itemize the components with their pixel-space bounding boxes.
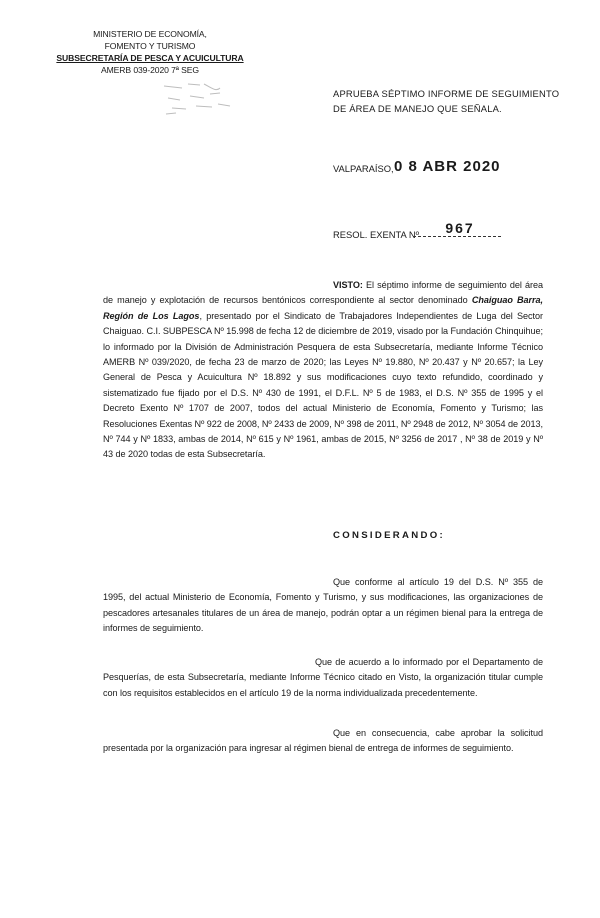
- ministry-header: [50, 28, 250, 76]
- considerando-heading: CONSIDERANDO:: [333, 530, 445, 541]
- place-label: VALPARAÍSO,: [333, 163, 394, 174]
- title-line-2: DE ÁREA DE MANEJO QUE SEÑALA.: [333, 103, 502, 114]
- considerando-paragraph-3: Que en consecuencia, cabe aprobar la solicitud presentada por la organización para ingresar al régimen bienal de entrega de informes de seguimiento.: [103, 728, 543, 754]
- considerando-paragraph-2: Que de acuerdo a lo informado por el Departamento de Pesquerías, de esta Subsecretaría, mediante Informe Técnico citado en Visto, la organización titular cumple con los requisitos establecidos en el artículo 19 de la norma individualizada precedentemente.: [103, 657, 543, 698]
- visto-sector: Chaiguao Barra, Región de Los Lagos: [103, 295, 543, 321]
- considerando-paragraph-1: Que conforme al artículo 19 del D.S. Nº 355 de 1995, del actual Ministerio de Economía, Fomento y Turismo, y sus modificaciones, las organizaciones de pescadores artesanales titulares de un área de manejo, podrán optar a un régimen bienal para la entrega de informes de seguimiento.: [103, 577, 543, 634]
- resolution-number: 967: [445, 220, 475, 236]
- visto-intro: El séptimo informe de seguimiento del área de manejo y explotación de recursos bentónicos correspondiente al sector denominado: [103, 280, 543, 306]
- visto-label: VISTO:: [333, 280, 363, 290]
- title-line-1: APRUEBA SÉPTIMO INFORME DE SEGUIMIENTO: [333, 88, 560, 99]
- visto-body: , presentado por el Sindicato de Trabajadores Independientes de Luga del Sector Chaiguao. C.I. SUBPESCA Nº 15.998 de fecha 12 de diciembre de 2019, visado por la Fundación Chinquihue; lo informado por la División de Administración Pesquera de esta Subsecretaría, mediante Informe Técnico AMERB Nº 039/2020, de fecha 23 de marzo de 2020; las Leyes Nº 19.880, Nº 20.437 y Nº 20.657; la Ley General de Pesca y Acuicultura Nº 18.892 y sus modificaciones cuyo texto refundido, coordinado y sistematizado fue fijado por el D.S. Nº 430 de 1991, el D.F.L. Nº 5 de 1983, el D.S. Nº 355 de 1995 y el Decreto Exento Nº 1707 de 2007, todos del actual Ministerio de Economía, Fomento y Turismo; las Resoluciones Exentas Nº 922 de 2008, Nº 2433 de 2009, Nº 398 de 2011, Nº 2948 de 2012, Nº 3054 de 2013, Nº 744 y Nº 1833, ambas de 2014, Nº 615 y Nº 1961, ambas de 2015, Nº 3256 de 2017 , Nº 38 de 2019 y Nº 43 de 2020 todas de esta Subsecretaría.: [103, 310, 544, 460]
- faded-stamp-image: [160, 76, 238, 120]
- header-file-code: AMERB 039-2020 7ª SEG: [100, 65, 200, 75]
- date-stamp: 0 8 ABR 2020: [394, 158, 501, 175]
- header-ministry-line-2: FOMENTO Y TURISMO: [104, 41, 196, 51]
- resolution-label: RESOL. EXENTA Nº: [333, 229, 420, 240]
- document-title: [333, 86, 563, 116]
- header-subsecretaria: SUBSECRETARÍA DE PESCA Y ACUICULTURA: [56, 53, 244, 63]
- resolution-underline: [413, 236, 501, 237]
- visto-paragraph: [103, 278, 543, 463]
- header-ministry-line: MINISTERIO DE ECONOMÍA,: [93, 29, 207, 39]
